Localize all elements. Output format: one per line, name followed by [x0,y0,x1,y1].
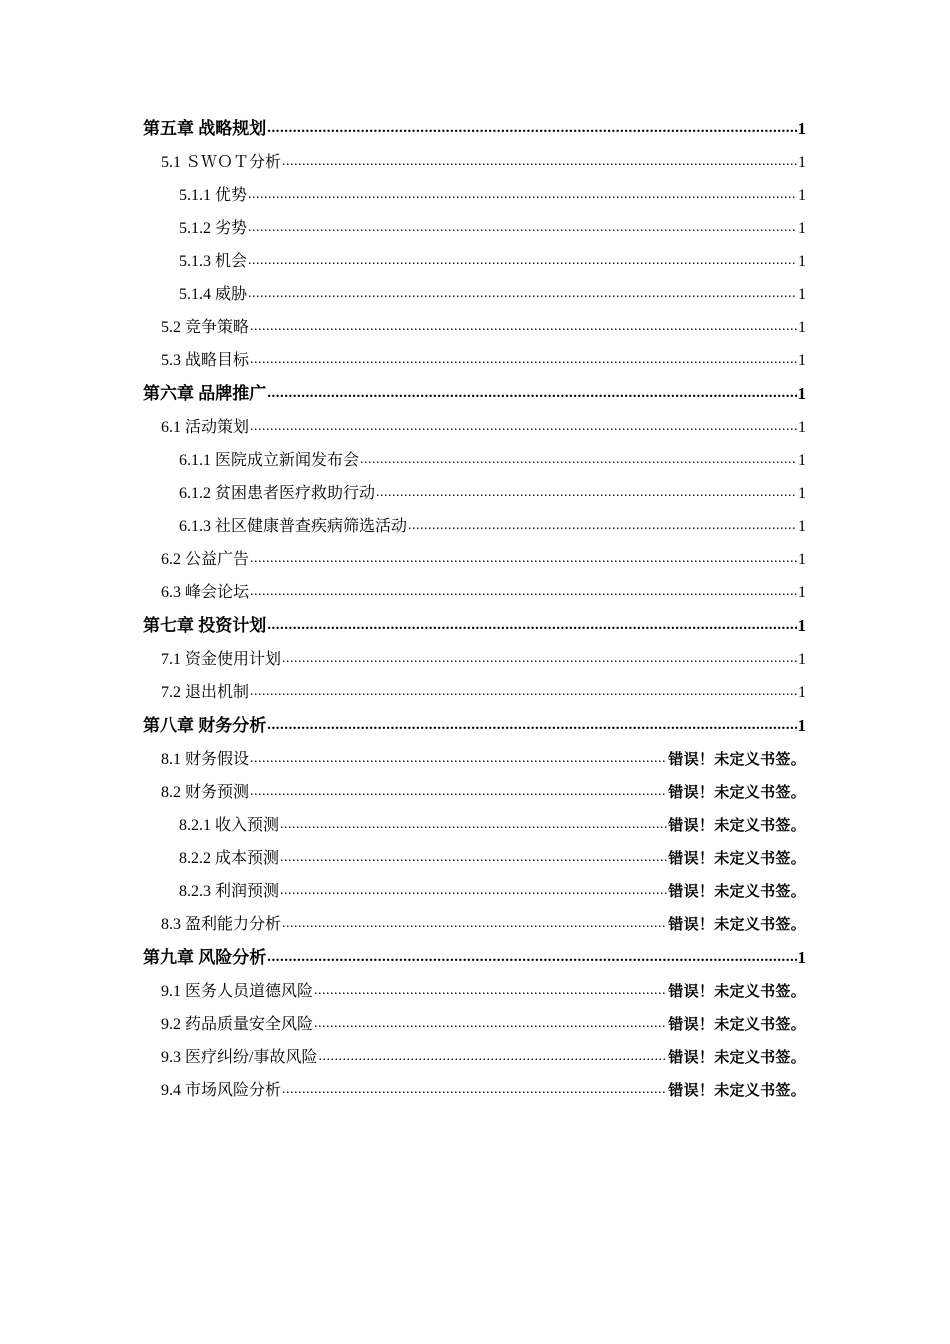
toc-page-number: 1 [798,551,806,568]
toc-entry-label: 7.1 资金使用计划 [161,651,282,668]
toc-dot-leader [267,117,796,134]
toc-section-entry[interactable] [143,344,806,377]
toc-entry-label: 7.2 退出机制 [161,684,250,701]
toc-dot-leader [267,614,796,631]
toc-section-entry[interactable] [143,1008,806,1041]
toc-subsection-entry[interactable] [143,477,806,510]
toc-entry-label: 6.3 峰会论坛 [161,584,250,601]
toc-dot-leader [267,714,796,731]
toc-entry-label: 5.1 ＳＷＯＴ分析 [161,154,282,171]
toc-bookmark-error: 错误！未定义书签。 [668,1015,806,1033]
toc-bookmark-error: 错误！未定义书签。 [668,1048,806,1066]
toc-section-entry[interactable] [143,411,806,444]
toc-dot-leader [250,416,797,432]
toc-dot-leader [282,151,797,167]
toc-section-entry[interactable] [143,576,806,609]
toc-section-entry[interactable] [143,643,806,676]
toc-subsection-entry[interactable] [143,510,806,543]
toc-dot-leader [248,250,797,266]
toc-entry-label: 第六章 品牌推广 [143,384,267,403]
toc-entry-label: 5.1.1 优势 [179,187,248,204]
toc-dot-leader [282,1079,667,1095]
toc-chapter-entry[interactable] [143,377,806,411]
toc-section-entry[interactable] [143,543,806,576]
toc-bookmark-error: 错误！未定义书签。 [668,849,806,867]
toc-dot-leader [314,1013,667,1029]
table-of-contents [143,112,806,1107]
toc-chapter-entry[interactable] [143,941,806,975]
toc-page-number: 1 [797,716,806,735]
toc-entry-label: 8.2 财务预测 [161,784,250,801]
toc-chapter-entry[interactable] [143,112,806,146]
toc-dot-leader [248,184,797,200]
toc-page-number: 1 [798,419,806,436]
toc-dot-leader [250,548,797,564]
toc-section-entry[interactable] [143,776,806,809]
toc-dot-leader [250,349,797,365]
toc-bookmark-error: 错误！未定义书签。 [668,750,806,768]
toc-subsection-entry[interactable] [143,875,806,908]
toc-dot-leader [267,382,796,399]
toc-entry-label: 5.1.4 威胁 [179,286,248,303]
toc-entry-label: 6.1.3 社区健康普查疾病筛选活动 [179,518,408,535]
toc-section-entry[interactable] [143,975,806,1008]
toc-dot-leader [280,814,667,830]
toc-entry-label: 9.4 市场风险分析 [161,1082,282,1099]
toc-entry-label: 9.2 药品质量安全风险 [161,1016,314,1033]
toc-page-number: 1 [798,684,806,701]
toc-dot-leader [250,781,667,797]
toc-dot-leader [282,913,667,929]
toc-dot-leader [250,581,797,597]
toc-dot-leader [248,283,797,299]
toc-bookmark-error: 错误！未定义书签。 [668,783,806,801]
toc-page-number: 1 [798,220,806,237]
toc-page-number: 1 [797,616,806,635]
toc-dot-leader [318,1046,667,1062]
toc-entry-label: 第五章 战略规划 [143,119,267,138]
toc-page-number: 1 [798,651,806,668]
toc-section-entry[interactable] [143,146,806,179]
toc-entry-label: 5.2 竞争策略 [161,319,250,336]
toc-subsection-entry[interactable] [143,245,806,278]
toc-entry-label: 第九章 风险分析 [143,948,267,967]
toc-page-number: 1 [798,286,806,303]
toc-page-number: 1 [798,352,806,369]
toc-page-number: 1 [798,319,806,336]
toc-section-entry[interactable] [143,1074,806,1107]
toc-bookmark-error: 错误！未定义书签。 [668,915,806,933]
toc-page-number: 1 [797,948,806,967]
toc-entry-label: 8.2.2 成本预测 [179,850,280,867]
toc-entry-label: 5.1.3 机会 [179,253,248,270]
toc-entry-label: 8.2.3 利润预测 [179,883,280,900]
toc-bookmark-error: 错误！未定义书签。 [668,982,806,1000]
toc-page-number: 1 [798,187,806,204]
toc-page-number: 1 [798,154,806,171]
toc-entry-label: 8.1 财务假设 [161,751,250,768]
toc-subsection-entry[interactable] [143,212,806,245]
toc-page-number: 1 [797,384,806,403]
toc-dot-leader [376,482,797,498]
toc-section-entry[interactable] [143,1041,806,1074]
toc-entry-label: 6.1.2 贫困患者医疗救助行动 [179,485,376,502]
toc-dot-leader [267,946,796,963]
toc-chapter-entry[interactable] [143,609,806,643]
toc-page-number: 1 [797,119,806,138]
toc-section-entry[interactable] [143,311,806,344]
toc-subsection-entry[interactable] [143,278,806,311]
toc-page-number: 1 [798,485,806,502]
toc-page-number: 1 [798,518,806,535]
toc-entry-label: 8.3 盈利能力分析 [161,916,282,933]
toc-bookmark-error: 错误！未定义书签。 [668,816,806,834]
toc-dot-leader [314,980,667,996]
toc-dot-leader [250,681,797,697]
toc-entry-label: 9.3 医疗纠纷/事故风险 [161,1049,318,1066]
toc-page-number: 1 [798,584,806,601]
toc-section-entry[interactable] [143,908,806,941]
toc-page-number: 1 [798,253,806,270]
toc-dot-leader [248,217,797,233]
toc-subsection-entry[interactable] [143,444,806,477]
toc-dot-leader [282,648,797,664]
toc-dot-leader [408,515,797,531]
toc-chapter-entry[interactable] [143,709,806,743]
toc-entry-label: 5.3 战略目标 [161,352,250,369]
toc-entry-label: 9.1 医务人员道德风险 [161,983,314,1000]
toc-bookmark-error: 错误！未定义书签。 [668,1081,806,1099]
toc-entry-label: 6.1.1 医院成立新闻发布会 [179,452,360,469]
toc-entry-label: 6.2 公益广告 [161,551,250,568]
toc-bookmark-error: 错误！未定义书签。 [668,882,806,900]
toc-entry-label: 8.2.1 收入预测 [179,817,280,834]
toc-section-entry[interactable] [143,676,806,709]
toc-page-number: 1 [798,452,806,469]
toc-subsection-entry[interactable] [143,809,806,842]
toc-entry-label: 第七章 投资计划 [143,616,267,635]
toc-dot-leader [360,449,797,465]
toc-dot-leader [250,748,667,764]
toc-dot-leader [280,847,667,863]
toc-entry-label: 5.1.2 劣势 [179,220,248,237]
toc-entry-label: 6.1 活动策划 [161,419,250,436]
toc-dot-leader [250,316,797,332]
toc-subsection-entry[interactable] [143,842,806,875]
toc-section-entry[interactable] [143,743,806,776]
toc-entry-label: 第八章 财务分析 [143,716,267,735]
toc-dot-leader [280,880,667,896]
toc-subsection-entry[interactable] [143,179,806,212]
